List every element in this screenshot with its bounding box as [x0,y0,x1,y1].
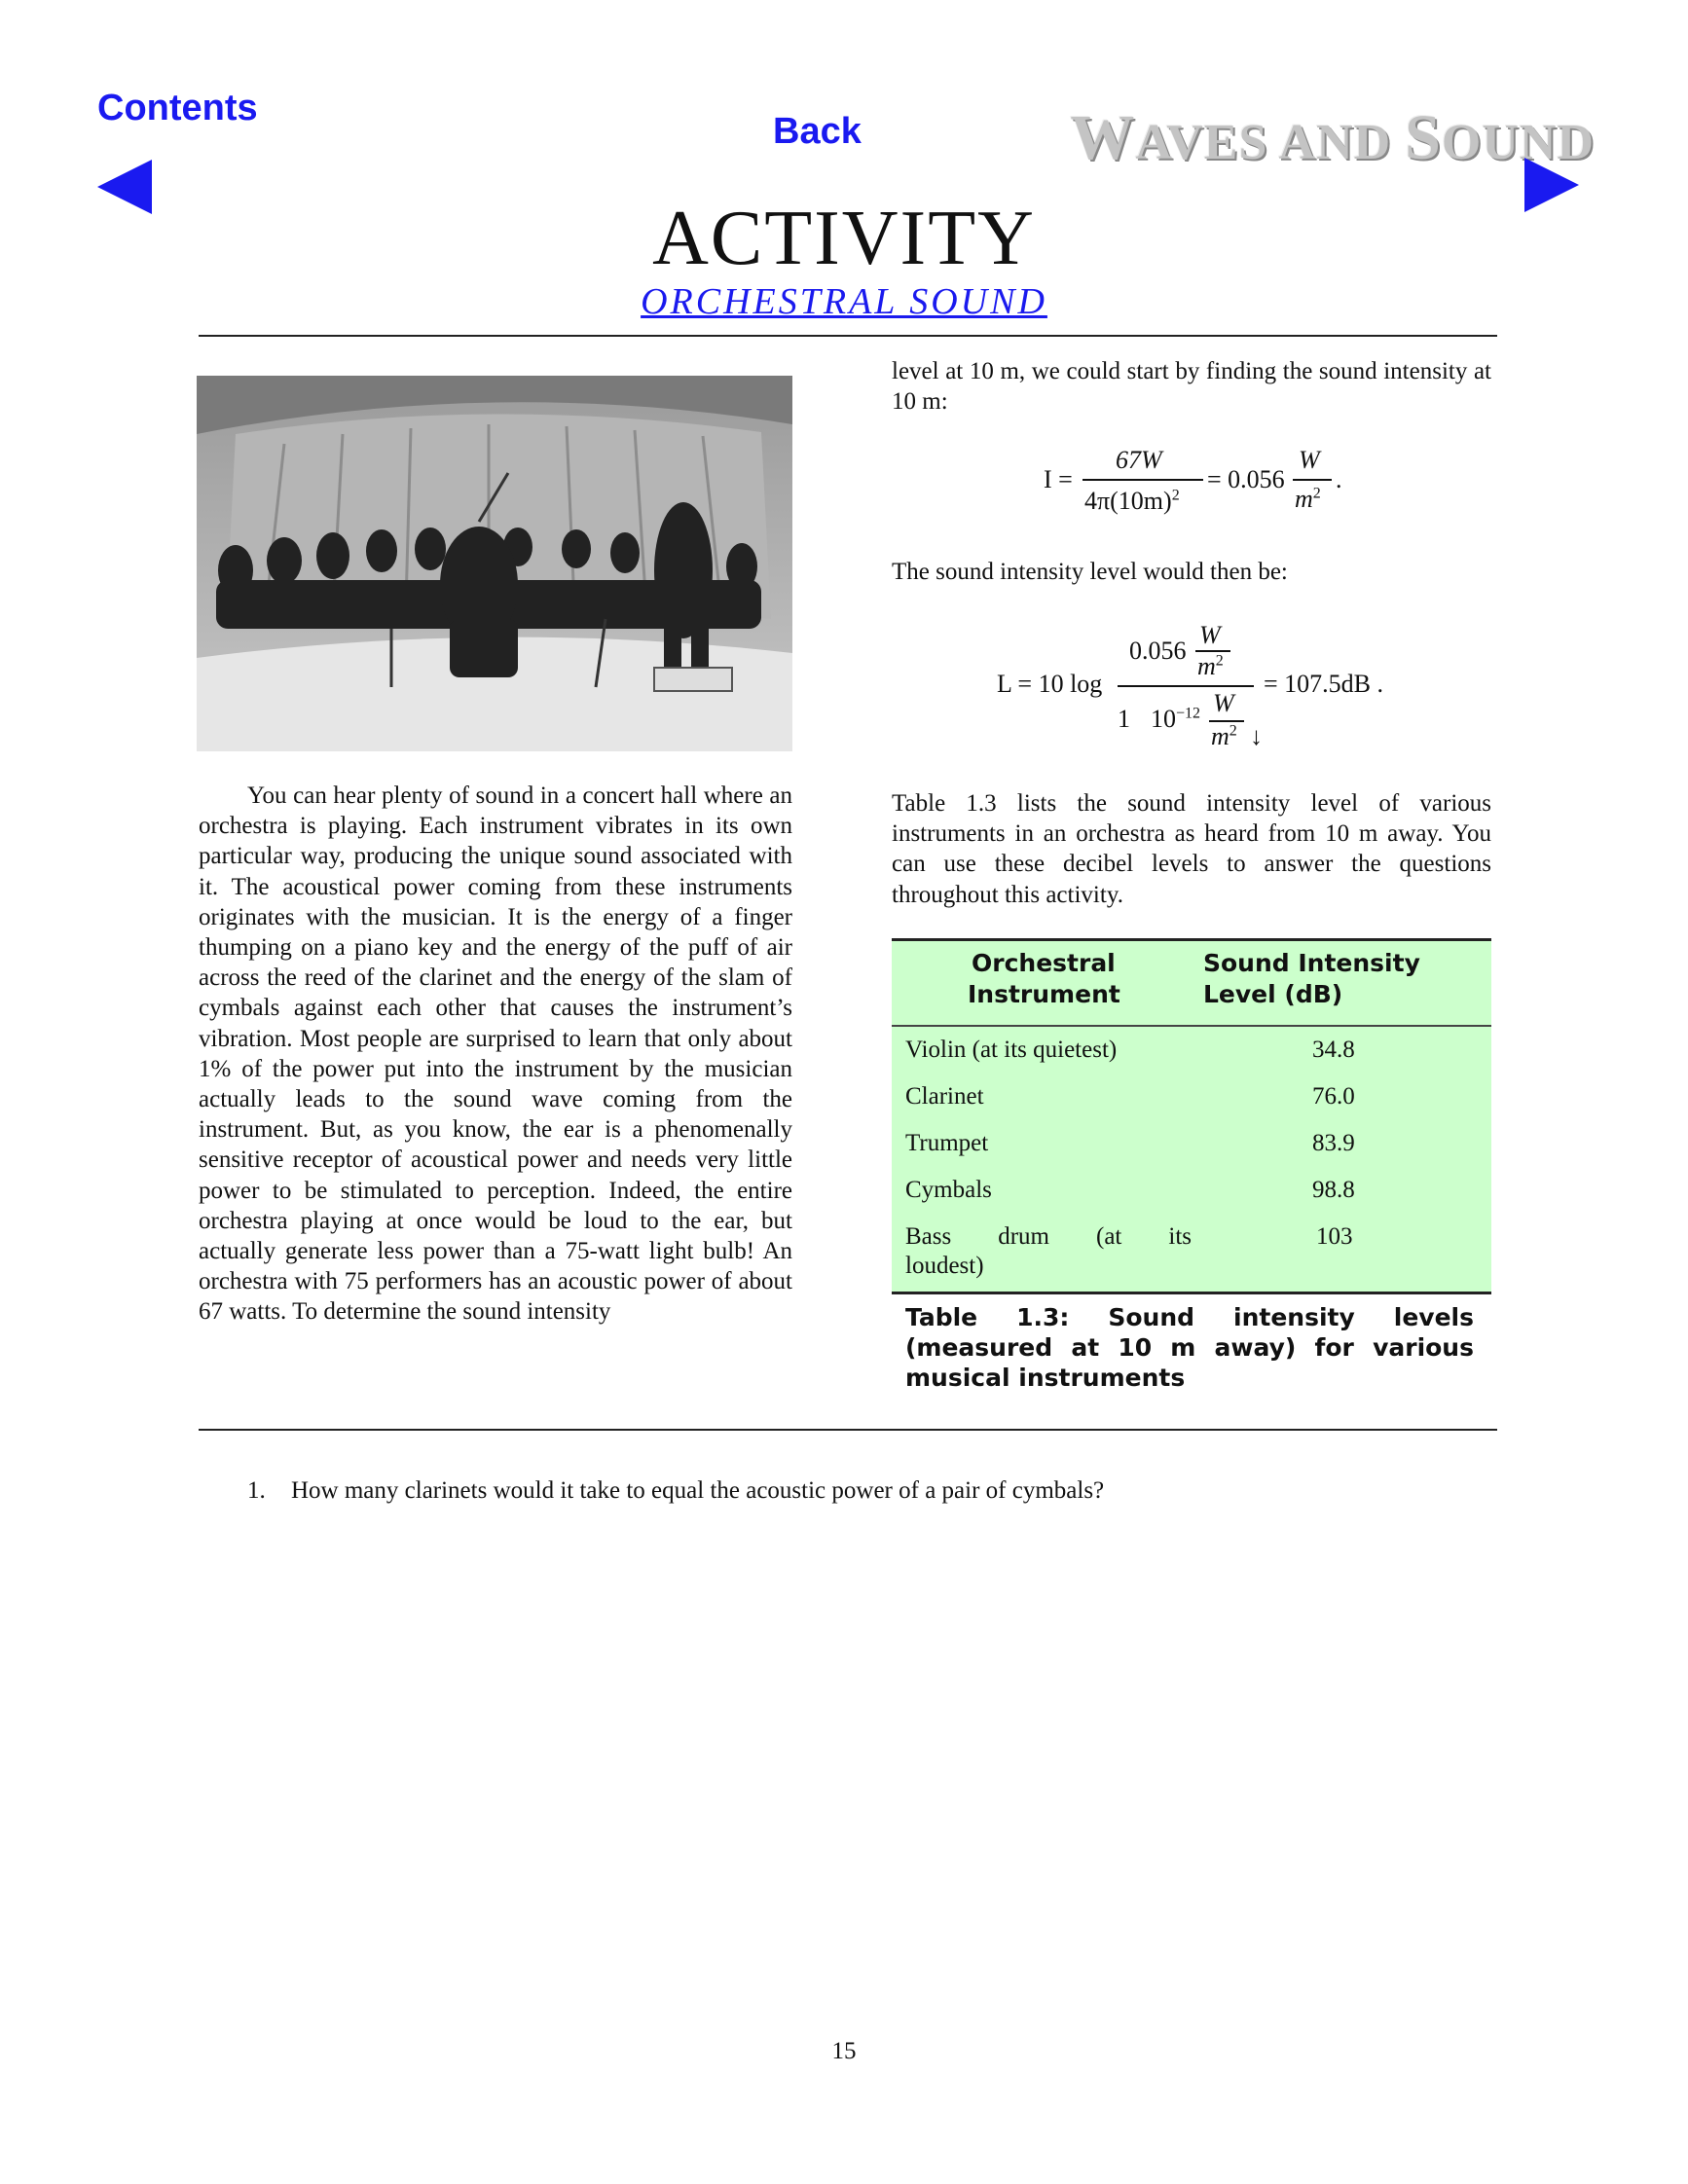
question-number: 1. [247,1477,266,1504]
page-title: ACTIVITY [652,196,1036,281]
page-number: 15 [831,2038,857,2064]
sound-level-table: Orchestral Instrument Sound Intensity Level (dB) Violin (at its quietest) 34.8 Clarinet 76.0 Trumpet 83.9 Cymbals 98.8 Bass drum (at its loudest) 103 [892,938,1491,1294]
table-intro-text: Table 1.3 lists the sound intensity level of various instruments in an orchestra as heard from 10 m away. You can use these decibel levels to answer the questions throughout this activity. [892,790,1491,908]
table-header: Orchestral Instrument Sound Intensity Level (dB) [892,938,1491,1027]
back-link[interactable]: Back [773,111,862,152]
intensity-intro-text: level at 10 m, we could start by finding the sound intensity at 10 m: [892,358,1491,416]
contents-link[interactable]: Contents [97,88,258,128]
intro-paragraph: You can hear plenty of sound in a concert hall where an orchestra is playing. Each instrument vibrates in its own particular way, producing the unique sound associated with it. The acoustical power coming from these instruments originates with the musician. It is the energy of a finger thumping on a piano key and the energy of the puff of air across the reed of the clarinet and the energy of the slam of cymbals against each other that causes the instrument’s vibration. Most people are surprised to learn that only about 1% of the power put into the instrument by the musician actually leads to the sound wave coming from the instrument. But, as you know, the ear is a phenomenally sensitive receptor of acoustical power and needs very little power to be stimulated to perception. Indeed, the entire orchestra playing at once would be loud to the ear, but actually generate less power than a 75-watt light bulb! An orchestra with 75 performers has an acoustic power of about 67 watts. To determine the sound intensity [199,783,792,1326]
orchestra-photo [197,376,792,751]
question-text: How many clarinets would it take to equal the acoustic power of a pair of cymbals? [291,1477,1105,1504]
activity-subtitle-link[interactable]: ORCHESTRAL SOUND [641,281,1047,322]
bottom-divider [199,1429,1497,1431]
question-item [247,1477,1104,1505]
level-intro-text: The sound intensity level would then be: [892,559,1288,585]
table-caption: Table 1.3: Sound intensity levels (measured at 10 m away) for various musical instruments [905,1303,1474,1392]
top-divider [199,335,1497,337]
section-brand: WAVES AND SOUND [1070,102,1595,173]
